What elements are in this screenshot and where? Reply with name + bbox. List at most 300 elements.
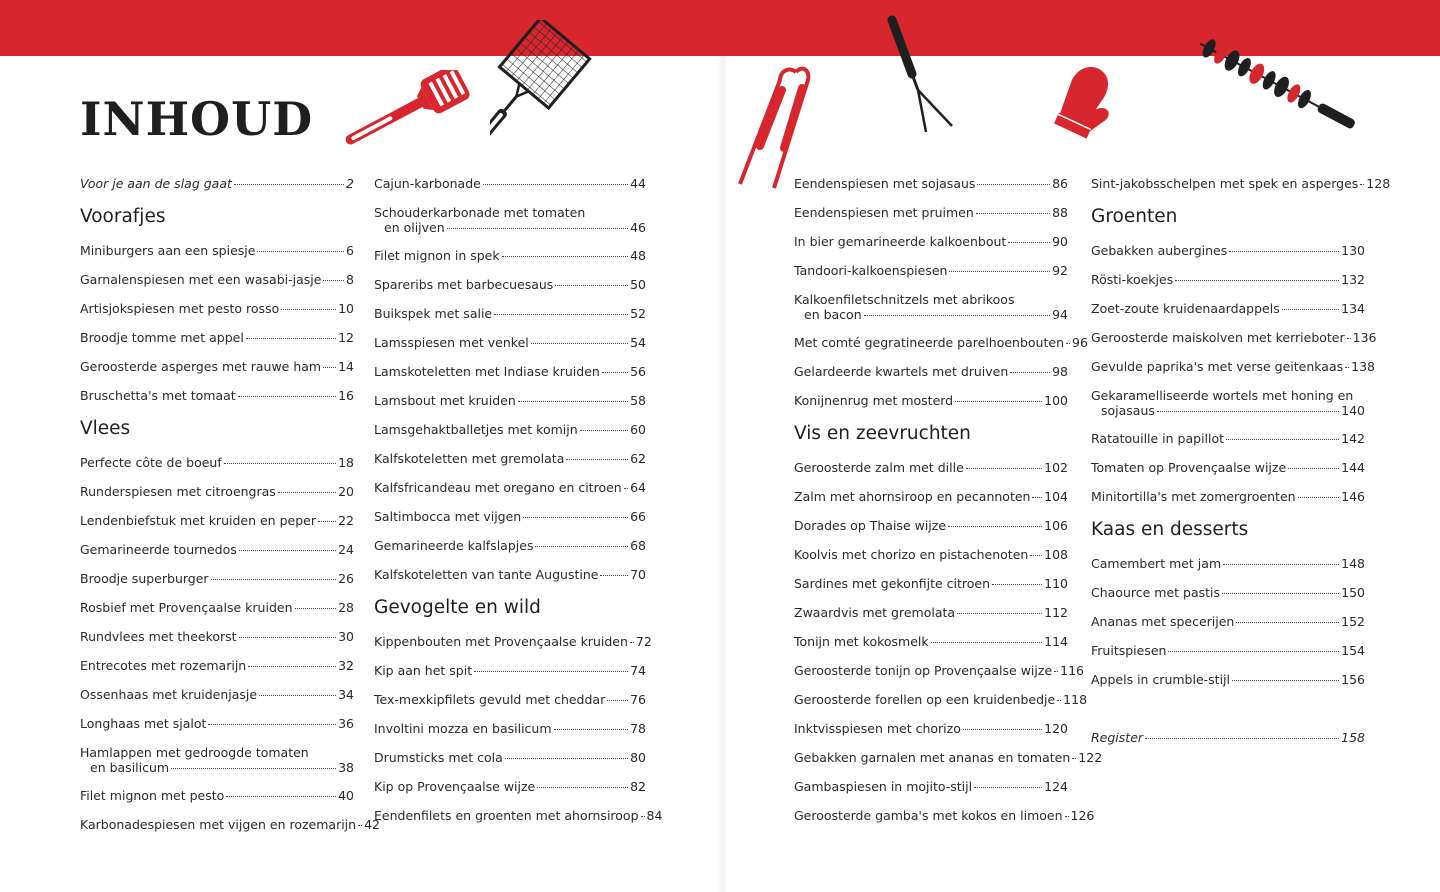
section-heading: Kaas en desserts <box>1091 519 1249 540</box>
toc-entry-title: Chaource met pastis <box>1091 585 1221 600</box>
toc-page-number: 54 <box>630 335 646 350</box>
dot-leader <box>1168 651 1339 652</box>
toc-entry[interactable] <box>374 509 646 524</box>
toc-page-number: 42 <box>364 817 380 832</box>
dot-leader <box>234 184 344 185</box>
toc-page-number: 92 <box>1052 263 1068 278</box>
section-heading: Gevogelte en wild <box>374 597 541 618</box>
toc-entry[interactable] <box>80 330 354 345</box>
toc-entry[interactable] <box>1091 489 1365 504</box>
toc-page-number: 108 <box>1044 547 1068 562</box>
toc-entry-title: Gambaspiesen in mojito-stijl <box>794 779 973 794</box>
dot-leader <box>1232 680 1339 681</box>
toc-page-number: 58 <box>630 393 646 408</box>
dot-leader <box>966 468 1042 469</box>
toc-entry-title: Eendenfilets en groenten met ahornsiroop <box>374 808 639 823</box>
toc-entry[interactable] <box>374 567 646 582</box>
dot-leader <box>949 271 1050 272</box>
dot-leader <box>1229 251 1339 252</box>
toc-entry[interactable] <box>794 205 1068 220</box>
toc-page-number: 136 <box>1352 330 1377 345</box>
toc-entry-title: Konijnenrug met mosterd <box>794 393 954 408</box>
toc-entry-title: Gekaramelliseerde wortels met honing en <box>1091 388 1354 403</box>
toc-page-number: 124 <box>1044 779 1068 794</box>
toc-entry[interactable] <box>1091 388 1365 418</box>
toc-page-number: 140 <box>1341 403 1365 418</box>
toc-entry[interactable] <box>374 779 646 794</box>
toc-entry[interactable] <box>1091 614 1365 629</box>
toc-page-number: 158 <box>1341 730 1365 745</box>
dot-leader <box>1072 758 1076 759</box>
toc-page-number: 94 <box>1052 307 1068 322</box>
toc-entry[interactable] <box>794 547 1068 562</box>
toc-entry-title: Lendenbiefstuk met kruiden en peper <box>80 513 316 528</box>
toc-entry[interactable] <box>794 518 1068 533</box>
toc-entry-title: Tex-mexkipfilets gevuld met cheddar <box>374 692 606 707</box>
dot-leader <box>1288 468 1339 469</box>
toc-entry[interactable] <box>794 460 1068 475</box>
toc-entry-title: Runderspiesen met citroengras <box>80 484 276 499</box>
toc-page-number: 78 <box>630 721 646 736</box>
dot-leader <box>1226 439 1339 440</box>
toc-page-number: 62 <box>630 451 646 466</box>
dot-leader <box>239 550 336 551</box>
toc-page-number: 38 <box>338 760 354 775</box>
dot-leader <box>248 666 336 667</box>
toc-page-number: 118 <box>1063 692 1088 707</box>
toc-page-number: 148 <box>1341 556 1365 571</box>
toc-entry-title: Artisjokspiesen met pesto rosso <box>80 301 280 316</box>
toc-entry[interactable] <box>794 234 1068 249</box>
dot-leader <box>624 488 628 489</box>
toc-page-number: 88 <box>1052 205 1068 220</box>
toc-entry-title: Drumsticks met cola <box>374 750 503 765</box>
toc-entry[interactable] <box>1091 301 1365 316</box>
toc-entry-title: Ananas met specerijen <box>1091 614 1235 629</box>
dot-leader <box>554 729 629 730</box>
toc-entry-title: Lamsbout met kruiden <box>374 393 516 408</box>
dot-leader <box>864 315 1050 316</box>
toc-entry-title: Filet mignon met pesto <box>80 788 225 803</box>
dot-leader <box>531 343 628 344</box>
toc-page-number: 128 <box>1366 176 1391 191</box>
toc-entry[interactable] <box>80 788 354 803</box>
toc-entry-title: Gebakken garnalen met ananas en tomaten <box>794 750 1071 765</box>
toc-page-number: 138 <box>1351 359 1375 374</box>
toc-entry[interactable] <box>1091 730 1365 745</box>
dot-leader <box>323 280 344 281</box>
toc-entry[interactable] <box>374 306 646 321</box>
dot-leader <box>1145 738 1339 739</box>
section-heading: Vlees <box>80 418 131 439</box>
dot-leader <box>239 637 337 638</box>
toc-entry-title: Minitortilla's met zomergroenten <box>1091 489 1296 504</box>
dot-leader <box>948 526 1042 527</box>
toc-entry-title: Voor je aan de slag gaat <box>80 176 232 191</box>
toc-entry-title-cont: sojasaus <box>1101 403 1155 418</box>
toc-entry[interactable] <box>80 600 354 615</box>
toc-entry-title: Rösti-koekjes <box>1091 272 1174 287</box>
dot-leader <box>1360 184 1364 185</box>
dot-leader <box>358 825 362 826</box>
toc-entry-title: Rundvlees met theekorst <box>80 629 237 644</box>
dot-leader <box>537 787 628 788</box>
toc-page-number: 126 <box>1070 808 1095 823</box>
dot-leader <box>1057 700 1061 701</box>
dot-leader <box>955 401 1042 402</box>
toc-entry[interactable] <box>80 658 354 673</box>
dot-leader <box>318 521 336 522</box>
toc-entry[interactable] <box>794 605 1068 620</box>
toc-entry[interactable] <box>374 808 663 823</box>
toc-page-number: 132 <box>1341 272 1365 287</box>
dot-leader <box>566 459 628 460</box>
toc-page-number: 52 <box>630 306 646 321</box>
toc-page-number: 156 <box>1341 672 1365 687</box>
dot-leader <box>607 700 628 701</box>
toc-entry[interactable] <box>794 779 1068 794</box>
spatula-icon <box>334 70 474 150</box>
dot-leader <box>171 768 336 769</box>
toc-entry-title: Dorades op Thaise wijze <box>794 518 947 533</box>
dot-leader <box>974 787 1042 788</box>
toc-entry-title: Sint-jakobsschelpen met spek en asperges <box>1091 176 1359 191</box>
toc-entry-title-cont: en bacon <box>804 307 862 322</box>
toc-entry-title: Gemarineerde kalfslapjes <box>374 538 534 553</box>
dot-leader <box>1222 593 1339 594</box>
dot-leader <box>295 608 337 609</box>
toc-page-number: 48 <box>630 248 646 263</box>
dot-leader <box>1298 497 1340 498</box>
toc-entry-title: In bier gemarineerde kalkoenbout <box>794 234 1007 249</box>
toc-entry[interactable] <box>794 176 1068 191</box>
dot-leader <box>535 546 628 547</box>
toc-entry[interactable] <box>794 292 1068 322</box>
dot-leader <box>1032 497 1042 498</box>
dot-leader <box>1157 411 1339 412</box>
dot-leader <box>641 816 645 817</box>
toc-entry[interactable] <box>374 451 646 466</box>
toc-entry[interactable] <box>80 745 354 775</box>
toc-entry-title: Appels in crumble-stijl <box>1091 672 1230 687</box>
dot-leader <box>238 396 336 397</box>
dot-leader <box>931 642 1043 643</box>
toc-page-number: 20 <box>338 484 354 499</box>
toc-page-number: 22 <box>338 513 354 528</box>
toc-entry[interactable] <box>80 513 354 528</box>
toc-entry-title: Koolvis met chorizo en pistachenoten <box>794 547 1029 562</box>
toc-entry[interactable] <box>374 721 646 736</box>
toc-entry-title: Spareribs met barbecuesaus <box>374 277 554 292</box>
toc-entry-title: Broodje superburger <box>80 571 209 586</box>
toc-page-number: 24 <box>338 542 354 557</box>
toc-entry-title: Geroosterde zalm met dille <box>794 460 964 475</box>
toc-entry[interactable] <box>374 634 652 649</box>
toc-entry-title: Kalfskoteletten met gremolata <box>374 451 565 466</box>
toc-entry-title: Tandoori-kalkoenspiesen <box>794 263 948 278</box>
dot-leader <box>992 584 1042 585</box>
toc-entry[interactable] <box>80 176 354 191</box>
toc-page-number: 114 <box>1044 634 1068 649</box>
toc-entry[interactable] <box>374 538 646 553</box>
toc-entry-title: Gemarineerde tournedos <box>80 542 237 557</box>
toc-entry[interactable] <box>374 364 646 379</box>
toc-page-number: 120 <box>1044 721 1068 736</box>
toc-entry[interactable] <box>1091 460 1365 475</box>
toc-entry[interactable] <box>374 335 646 350</box>
toc-entry-title: Ratatouille in papillot <box>1091 431 1225 446</box>
toc-page-number: 64 <box>630 480 646 495</box>
toc-entry[interactable] <box>1091 585 1365 600</box>
toc-entry[interactable] <box>794 750 1103 765</box>
dot-leader <box>1223 564 1339 565</box>
toc-entry[interactable] <box>1091 330 1377 345</box>
toc-entry-title: Camembert met jam <box>1091 556 1222 571</box>
dot-leader <box>502 256 629 257</box>
toc-entry[interactable] <box>80 455 354 470</box>
toc-entry-title: Tomaten op Provençaalse wijze <box>1091 460 1287 475</box>
toc-entry[interactable] <box>374 663 646 678</box>
dot-leader <box>600 575 628 576</box>
toc-entry[interactable] <box>80 571 354 586</box>
toc-entry[interactable] <box>80 272 354 287</box>
toc-entry[interactable] <box>374 176 646 191</box>
toc-page-number: 40 <box>338 788 354 803</box>
dot-leader <box>1345 367 1349 368</box>
toc-entry[interactable] <box>80 817 380 832</box>
toc-entry[interactable] <box>80 388 354 403</box>
toc-entry-title: Gelardeerde kwartels met druiven <box>794 364 1009 379</box>
toc-entry-title: Bruschetta's met tomaat <box>80 388 236 403</box>
skewer-icon <box>1186 38 1370 132</box>
toc-entry-title: Buikspek met salie <box>374 306 493 321</box>
dot-leader <box>1065 816 1069 817</box>
toc-entry[interactable] <box>374 248 646 263</box>
toc-entry[interactable] <box>1091 556 1365 571</box>
toc-entry-title: Kalfskoteletten van tante Augustine <box>374 567 599 582</box>
toc-entry[interactable] <box>374 480 646 495</box>
toc-entry[interactable] <box>80 359 354 374</box>
toc-entry-title: Rosbief met Provençaalse kruiden <box>80 600 293 615</box>
toc-entry[interactable] <box>374 277 646 292</box>
toc-entry-title: Geroosterde tonijn op Provençaalse wijze <box>794 663 1053 678</box>
toc-entry[interactable] <box>794 692 1088 707</box>
toc-entry[interactable] <box>1091 176 1391 191</box>
toc-page-number: 50 <box>630 277 646 292</box>
toc-page-number: 82 <box>630 779 646 794</box>
toc-entry[interactable] <box>1091 431 1365 446</box>
toc-entry[interactable] <box>794 663 1084 678</box>
toc-entry-title-cont: en basilicum <box>90 760 170 775</box>
toc-entry[interactable] <box>80 243 354 258</box>
toc-page-number: 102 <box>1044 460 1068 475</box>
toc-entry-title: Kip aan het spit <box>374 663 473 678</box>
toc-entry-title: Lamsspiesen met venkel <box>374 335 529 350</box>
toc-entry[interactable] <box>794 263 1068 278</box>
toc-page-number: 116 <box>1060 663 1084 678</box>
toc-entry-title: Miniburgers aan een spiesje <box>80 243 256 258</box>
toc-entry-title: Lamskoteletten met Indiase kruiden <box>374 364 600 379</box>
toc-entry-title: Sardines met gekonfijte citroen <box>794 576 991 591</box>
toc-page-number: 146 <box>1341 489 1365 504</box>
toc-page-number: 144 <box>1341 460 1365 475</box>
toc-page-number: 134 <box>1341 301 1365 316</box>
toc-entry[interactable] <box>80 542 354 557</box>
dot-leader <box>505 758 628 759</box>
toc-entry-title: Entrecotes met rozemarijn <box>80 658 247 673</box>
toc-page-number: 70 <box>630 567 646 582</box>
dot-leader <box>518 401 628 402</box>
toc-entry-title: Geroosterde gamba's met kokos en limoen <box>794 808 1063 823</box>
toc-page-number: 106 <box>1044 518 1068 533</box>
toc-entry-title: Kalfsfricandeau met oregano en citroen <box>374 480 622 495</box>
dot-leader <box>1347 338 1351 339</box>
dot-leader <box>1282 309 1339 310</box>
toc-page-number: 110 <box>1044 576 1068 591</box>
toc-entry[interactable] <box>80 716 354 731</box>
dot-leader <box>447 228 628 229</box>
dot-leader <box>555 285 628 286</box>
toc-page-number: 112 <box>1044 605 1068 620</box>
toc-entry-title: Broodje tomme met appel <box>80 330 244 345</box>
toc-entry[interactable] <box>80 301 354 316</box>
toc-entry[interactable] <box>1091 672 1365 687</box>
section-heading: Voorafjes <box>80 206 166 227</box>
toc-entry[interactable] <box>374 750 646 765</box>
toc-entry[interactable] <box>80 629 354 644</box>
dot-leader <box>278 492 336 493</box>
toc-entry-title: Register <box>1091 730 1144 745</box>
dot-leader <box>1010 372 1050 373</box>
toc-entry-title: Ossenhaas met kruidenjasje <box>80 687 258 702</box>
toc-page-number: 32 <box>338 658 354 673</box>
dot-leader <box>977 184 1050 185</box>
toc-entry[interactable] <box>80 484 354 499</box>
toc-page-number: 26 <box>338 571 354 586</box>
toc-entry[interactable] <box>374 422 646 437</box>
dot-leader <box>224 463 336 464</box>
toc-entry[interactable] <box>80 687 354 702</box>
toc-page-number: 30 <box>338 629 354 644</box>
toc-entry-title: Geroosterde forellen op een kruidenbedje <box>794 692 1056 707</box>
toc-entry-title: Hamlappen met gedroogde tomaten <box>80 745 309 760</box>
dot-leader <box>208 724 336 725</box>
toc-page-number: 76 <box>630 692 646 707</box>
toc-page-number: 68 <box>630 538 646 553</box>
dot-leader <box>630 642 634 643</box>
toc-page-number: 60 <box>630 422 646 437</box>
toc-entry[interactable] <box>374 692 646 707</box>
toc-page-number: 74 <box>630 663 646 678</box>
dot-leader <box>281 309 336 310</box>
page-title: INHOUD <box>80 92 314 146</box>
toc-entry[interactable] <box>794 393 1068 408</box>
dot-leader <box>957 613 1042 614</box>
toc-entry-title: Eendenspiesen met pruimen <box>794 205 974 220</box>
toc-entry[interactable] <box>1091 243 1365 258</box>
toc-entry-title: Zalm met ahornsiroop en pecannoten <box>794 489 1031 504</box>
toc-page-number: 86 <box>1052 176 1068 191</box>
toc-entry[interactable] <box>794 808 1095 823</box>
toc-entry[interactable] <box>1091 643 1365 658</box>
toc-entry-title: Geroosterde maiskolven met kerrieboter <box>1091 330 1345 345</box>
dot-leader <box>483 184 628 185</box>
dot-leader <box>259 695 336 696</box>
toc-page-number: 122 <box>1078 750 1103 765</box>
toc-entry-title: Perfecte côte de boeuf <box>80 455 222 470</box>
toc-entry-title: Schouderkarbonade met tomaten <box>374 205 586 220</box>
toc-page-number: 28 <box>338 600 354 615</box>
toc-entry-title: Kippenbouten met Provençaalse kruiden <box>374 634 628 649</box>
section-heading: Groenten <box>1091 206 1178 227</box>
toc-entry[interactable] <box>1091 359 1375 374</box>
toc-entry-title: Filet mignon in spek <box>374 248 500 263</box>
toc-page-number: 56 <box>630 364 646 379</box>
toc-page-number: 8 <box>346 272 354 287</box>
toc-page-number: 150 <box>1341 585 1365 600</box>
toc-page-number: 100 <box>1044 393 1068 408</box>
dot-leader <box>580 430 628 431</box>
toc-entry-title: Zoet-zoute kruidenaardappels <box>1091 301 1280 316</box>
toc-entry-title: Kalkoenfiletschnitzels met abrikoos <box>794 292 1015 307</box>
toc-entry-title: Geroosterde asperges met rauwe ham <box>80 359 322 374</box>
toc-entry[interactable] <box>794 634 1068 649</box>
toc-entry[interactable] <box>374 205 646 235</box>
toc-entry[interactable] <box>794 364 1068 379</box>
toc-page-number: 36 <box>338 716 354 731</box>
toc-entry[interactable] <box>794 489 1068 504</box>
toc-page-number: 152 <box>1341 614 1365 629</box>
toc-page-number: 104 <box>1044 489 1068 504</box>
oven-mitt-icon <box>1040 52 1130 142</box>
toc-entry[interactable] <box>794 721 1068 736</box>
toc-entry-title: Tonijn met kokosmelk <box>794 634 929 649</box>
toc-entry-title: Cajun-karbonade <box>374 176 481 191</box>
toc-page-number: 72 <box>635 634 652 649</box>
dot-leader <box>1236 622 1339 623</box>
toc-page-number: 98 <box>1052 364 1068 379</box>
toc-entry[interactable] <box>1091 272 1365 287</box>
grill-basket-icon <box>490 20 630 148</box>
toc-entry[interactable] <box>374 393 646 408</box>
dot-leader <box>1054 671 1058 672</box>
dot-leader <box>246 338 336 339</box>
dot-leader <box>602 372 628 373</box>
dot-leader <box>1008 242 1050 243</box>
dot-leader <box>976 213 1050 214</box>
toc-page-number: 12 <box>338 330 354 345</box>
toc-entry[interactable] <box>794 576 1068 591</box>
section-heading: Vis en zeevruchten <box>794 423 971 444</box>
toc-page-number: 44 <box>630 176 646 191</box>
toc-page-number: 96 <box>1072 335 1088 350</box>
dot-leader <box>963 729 1042 730</box>
toc-entry-title: Involtini mozza en basilicum <box>374 721 552 736</box>
toc-entry-title: Longhaas met sjalot <box>80 716 207 731</box>
dot-leader <box>1030 555 1042 556</box>
dot-leader <box>211 579 337 580</box>
toc-entry-title: Garnalenspiesen met een wasabi-jasje <box>80 272 322 287</box>
toc-entry-title: Kip op Provençaalse wijze <box>374 779 536 794</box>
toc-page-number: 18 <box>338 455 354 470</box>
toc-page-number: 2 <box>346 176 354 191</box>
toc-entry-title: Karbonadespiesen met vijgen en rozemarijn <box>80 817 357 832</box>
page-gutter <box>718 56 728 892</box>
toc-entry-title: Gebakken aubergines <box>1091 243 1228 258</box>
toc-entry[interactable] <box>794 335 1088 350</box>
toc-page-number: 90 <box>1052 234 1068 249</box>
toc-page-number: 6 <box>346 243 354 258</box>
